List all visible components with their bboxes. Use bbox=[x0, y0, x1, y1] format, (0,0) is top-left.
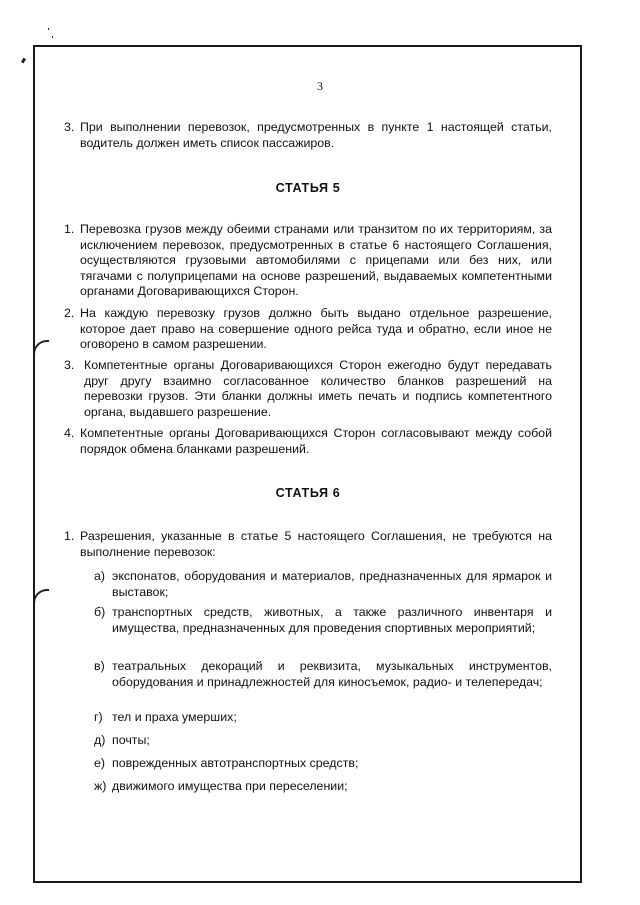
subitem-letter: б) bbox=[94, 605, 106, 619]
article-5-heading: СТАТЬЯ 5 bbox=[275, 181, 341, 195]
article-6-item-text: Разрешения, указанные в статье 5 настоящего Соглашения, не требуются на выполнение перевозок: bbox=[80, 529, 552, 559]
article-5-item-number: 1. bbox=[64, 222, 75, 236]
intro-item-number: 3. bbox=[64, 120, 75, 134]
article-5-item-text: Компетентные органы Договаривающихся Сторон согласовывают между собой порядок обмена бланками разрешений. bbox=[80, 426, 552, 456]
page-number: 3 bbox=[317, 79, 323, 93]
scan-speck bbox=[52, 36, 53, 38]
subitem-letter: ж) bbox=[94, 779, 107, 793]
subitem-text: тел и праха умерших; bbox=[112, 710, 237, 724]
subitem-letter: е) bbox=[94, 756, 106, 770]
article-5-item-number: 3. bbox=[64, 358, 75, 372]
subitem-letter: д) bbox=[94, 733, 106, 747]
subitem-text: театральных декораций и реквизита, музыкальных инструментов, оборудования и принадлежностей для киносъемок, радио- и телепередач; bbox=[112, 659, 552, 689]
subitem-text: почты; bbox=[112, 733, 150, 747]
article-5-item-text: На каждую перевозку грузов должно быть выдано отдельное разрешение, которое дает право на совершение одного рейса туда и обратно, если иное не оговорено в самом разрешении. bbox=[80, 306, 552, 352]
intro-item-text: При выполнении перевозок, предусмотренных в пункте 1 настоящей статьи, водитель должен иметь список пассажиров. bbox=[80, 120, 552, 150]
subitem-text: поврежденных автотранспортных средств; bbox=[112, 756, 359, 770]
article-6-heading: СТАТЬЯ 6 bbox=[275, 486, 341, 500]
scan-speck bbox=[21, 58, 26, 64]
subitem-letter: в) bbox=[94, 659, 105, 673]
article-5-item-text: Компетентные органы Договаривающихся Сторон ежегодно будут передавать друг другу взаимно согласованное количество бланков разрешений на перевозки грузов. Эти бланки должны иметь печать и подпись компетентного органа, выдавшего разрешение. bbox=[84, 358, 552, 419]
subitem-letter: а) bbox=[94, 569, 106, 583]
article-5-item-text: Перевозка грузов между обеими странами или транзитом по их территориям, за исключением перевозок, предусмотренных в статье 6 настоящего Соглашения, осуществляются грузовыми автомобилями с прицепами или без них, или тягачами с полуприцепами на основе разрешений, выдаваемых компетентными органами Договаривающихся Сторон. bbox=[80, 222, 552, 299]
subitem-text: транспортных средств, животных, а также различного инвентаря и имущества, предназначенных для проведения спортивных мероприятий; bbox=[112, 605, 552, 635]
scan-speck bbox=[48, 28, 49, 30]
article-5-item-number: 2. bbox=[64, 306, 75, 320]
subitem-letter: г) bbox=[94, 710, 103, 724]
subitem-text: движимого имущества при переселении; bbox=[112, 779, 348, 793]
subitem-text: экспонатов, оборудования и материалов, предназначенных для ярмарок и выставок; bbox=[112, 569, 552, 599]
article-5-item-number: 4. bbox=[64, 426, 75, 440]
article-6-item-number: 1. bbox=[64, 529, 75, 543]
